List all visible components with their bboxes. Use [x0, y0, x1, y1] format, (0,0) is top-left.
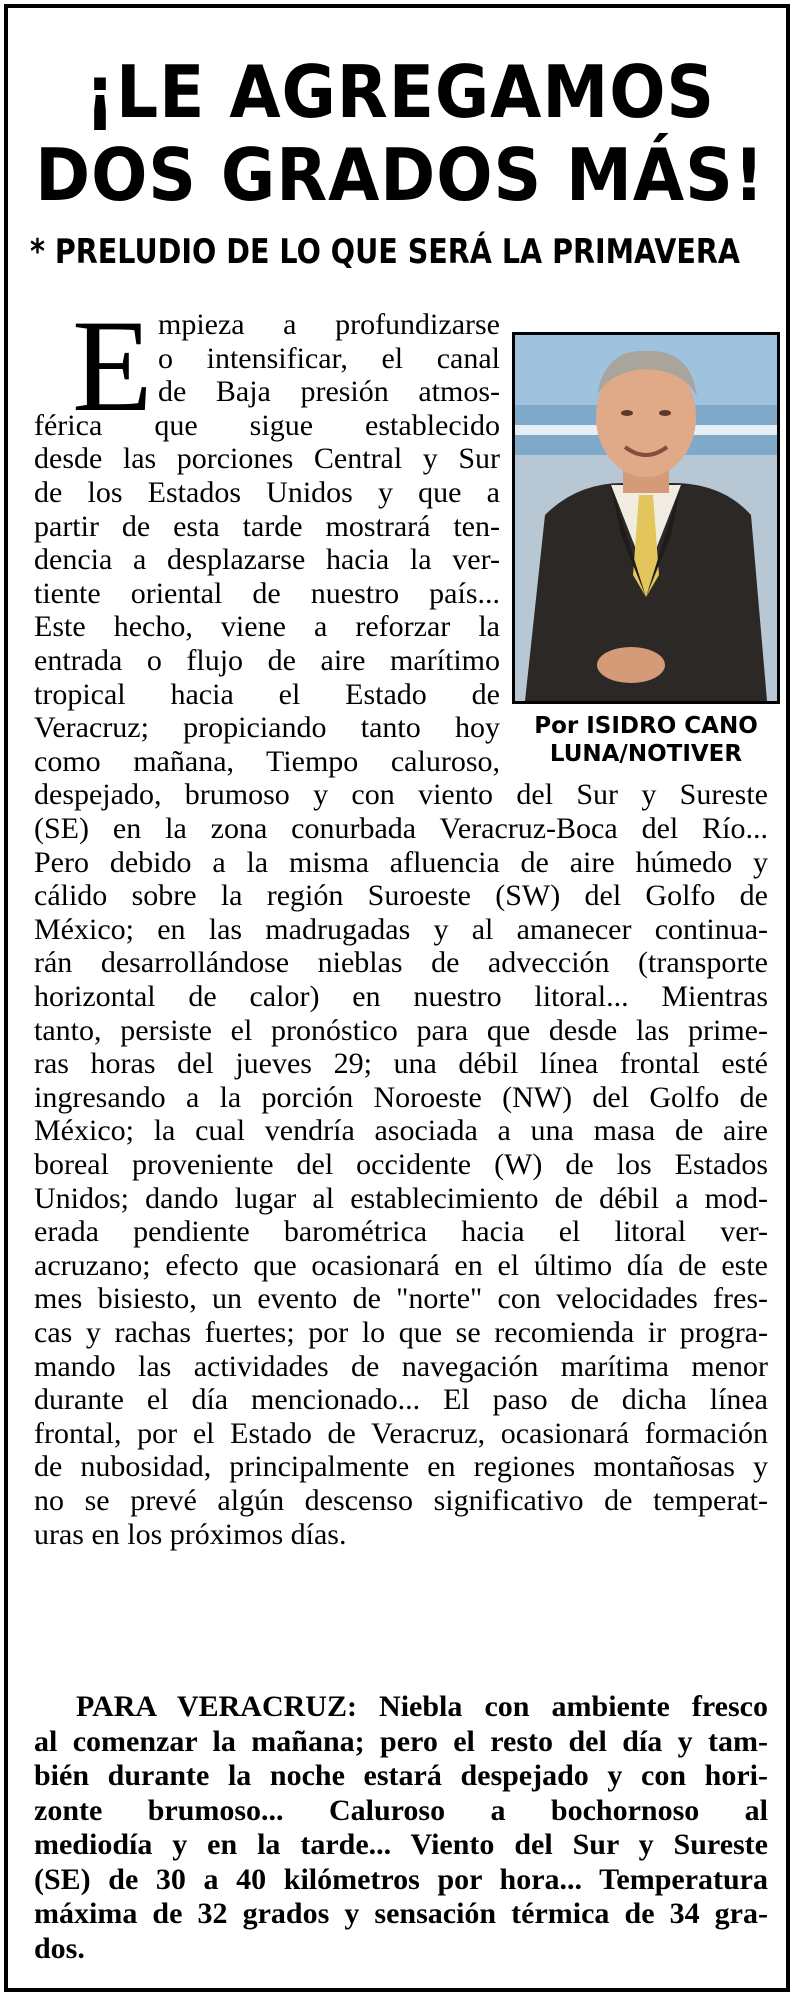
forecast-line: (SE) de 30 a 40 kilómetros por hora... Temperatura	[34, 1862, 768, 1896]
forecast-line: dos.	[34, 1931, 85, 1965]
article-line: tiente oriental de nuestro país...	[34, 576, 500, 610]
article-line: mando las actividades de navegación marítima menor	[34, 1349, 768, 1383]
article-line: de los Estados Unidos y que a	[34, 476, 500, 509]
article-line: mpieza a profundizarse	[158, 308, 500, 341]
article-line: entrada o flujo de aire marítimo	[34, 644, 500, 677]
article-line: (SE) en la zona conurbada Veracruz-Boca del Río...	[34, 812, 768, 845]
headline-line-1: ¡LE AGREGAMOS	[84, 50, 716, 134]
article-line: rán desarrollándose nieblas de advección (transporte	[34, 946, 768, 980]
article-line: mes bisiesto, un evento de "norte" con velocidades fres-	[34, 1282, 768, 1316]
article-line: como mañana, Tiempo caluroso,	[34, 744, 500, 778]
byline	[504, 712, 788, 768]
article-line: no se prevé algún descenso significativo de temperat-	[34, 1484, 768, 1517]
article-line: o intensificar, el canal	[158, 341, 500, 375]
forecast-line: bién durante la noche estará despejado y con hori-	[34, 1759, 768, 1792]
drop-cap: E	[72, 292, 153, 439]
forecast-line: máxima de 32 grados y sensación térmica de 34 gra-	[34, 1897, 768, 1930]
article-line: cas y rachas fuertes; por lo que se recomienda ir progra-	[34, 1316, 768, 1349]
article-line: Este hecho, viene a reforzar la	[34, 610, 500, 644]
article-line: desde las porciones Central y Sur	[34, 442, 500, 476]
subheadline: * PRELUDIO DE LO QUE SERÁ LA PRIMAVERA	[30, 232, 740, 272]
forecast-line: zonte brumoso... Caluroso a bochornoso al	[34, 1793, 768, 1827]
article-line: de nubosidad, principalmente en regiones montañosas y	[34, 1450, 768, 1484]
article-line: cálido sobre la región Suroeste (SW) del Golfo de	[34, 879, 768, 913]
article-line: uras en los próximos días.	[34, 1517, 347, 1551]
article-line: boreal proveniente del occidente (W) de los Estados	[34, 1148, 768, 1181]
article-line: durante el día mencionado... El paso de dicha línea	[34, 1383, 768, 1417]
article-line: México; en las madrugadas y al amanecer continua-	[34, 912, 768, 946]
author-photo-image	[515, 335, 777, 701]
article-line: frontal, por el Estado de Veracruz, ocasionará formación	[34, 1416, 768, 1450]
article-line: ras horas del jueves 29; una débil línea frontal esté	[34, 1047, 768, 1081]
byline-name: Por ISIDRO CANO	[534, 713, 758, 739]
article-line: Veracruz; propiciando tanto hoy	[34, 711, 500, 745]
forecast-line: mediodía y en la tarde... Viento del Sur y Sureste	[34, 1828, 768, 1861]
article-line: México; la cual vendría asociada a una masa de aire	[34, 1114, 768, 1148]
author-photo	[512, 332, 780, 704]
forecast-line: al comenzar la mañana; pero el resto del día y tam-	[34, 1724, 768, 1758]
forecast-line: PARA VERACRUZ: Niebla con ambiente fresco	[76, 1690, 768, 1723]
article-line: férica que sigue establecido	[34, 408, 500, 442]
article-line: dencia a desplazarse hacia la ver-	[34, 543, 500, 577]
article-line: horizontal de calor) en nuestro litoral... Mientras	[34, 980, 768, 1013]
article-line: de Baja presión atmos-	[158, 375, 500, 409]
article-line: tanto, persiste el pronóstico para que desde las prime-	[34, 1013, 768, 1047]
byline-agency: LUNA/NOTIVER	[549, 741, 743, 767]
article-line: partir de esta tarde mostrará ten-	[34, 509, 500, 543]
headline-line-2: DOS GRADOS MÁS!	[35, 133, 765, 217]
article-line: despejado, brumoso y con viento del Sur y Sureste	[34, 778, 768, 812]
article-line: tropical hacia el Estado de	[34, 677, 500, 711]
article-line: acruzano; efecto que ocasionará en el último día de este	[34, 1248, 768, 1282]
article-line: Pero debido a la misma afluencia de aire húmedo y	[34, 845, 768, 879]
article-line: erada pendiente barométrica hacia el litoral ver-	[34, 1215, 768, 1249]
article-line: Unidos; dando lugar al establecimiento de débil a mod-	[34, 1181, 768, 1215]
article-line: ingresando a la porción Noroeste (NW) del Golfo de	[34, 1080, 768, 1114]
